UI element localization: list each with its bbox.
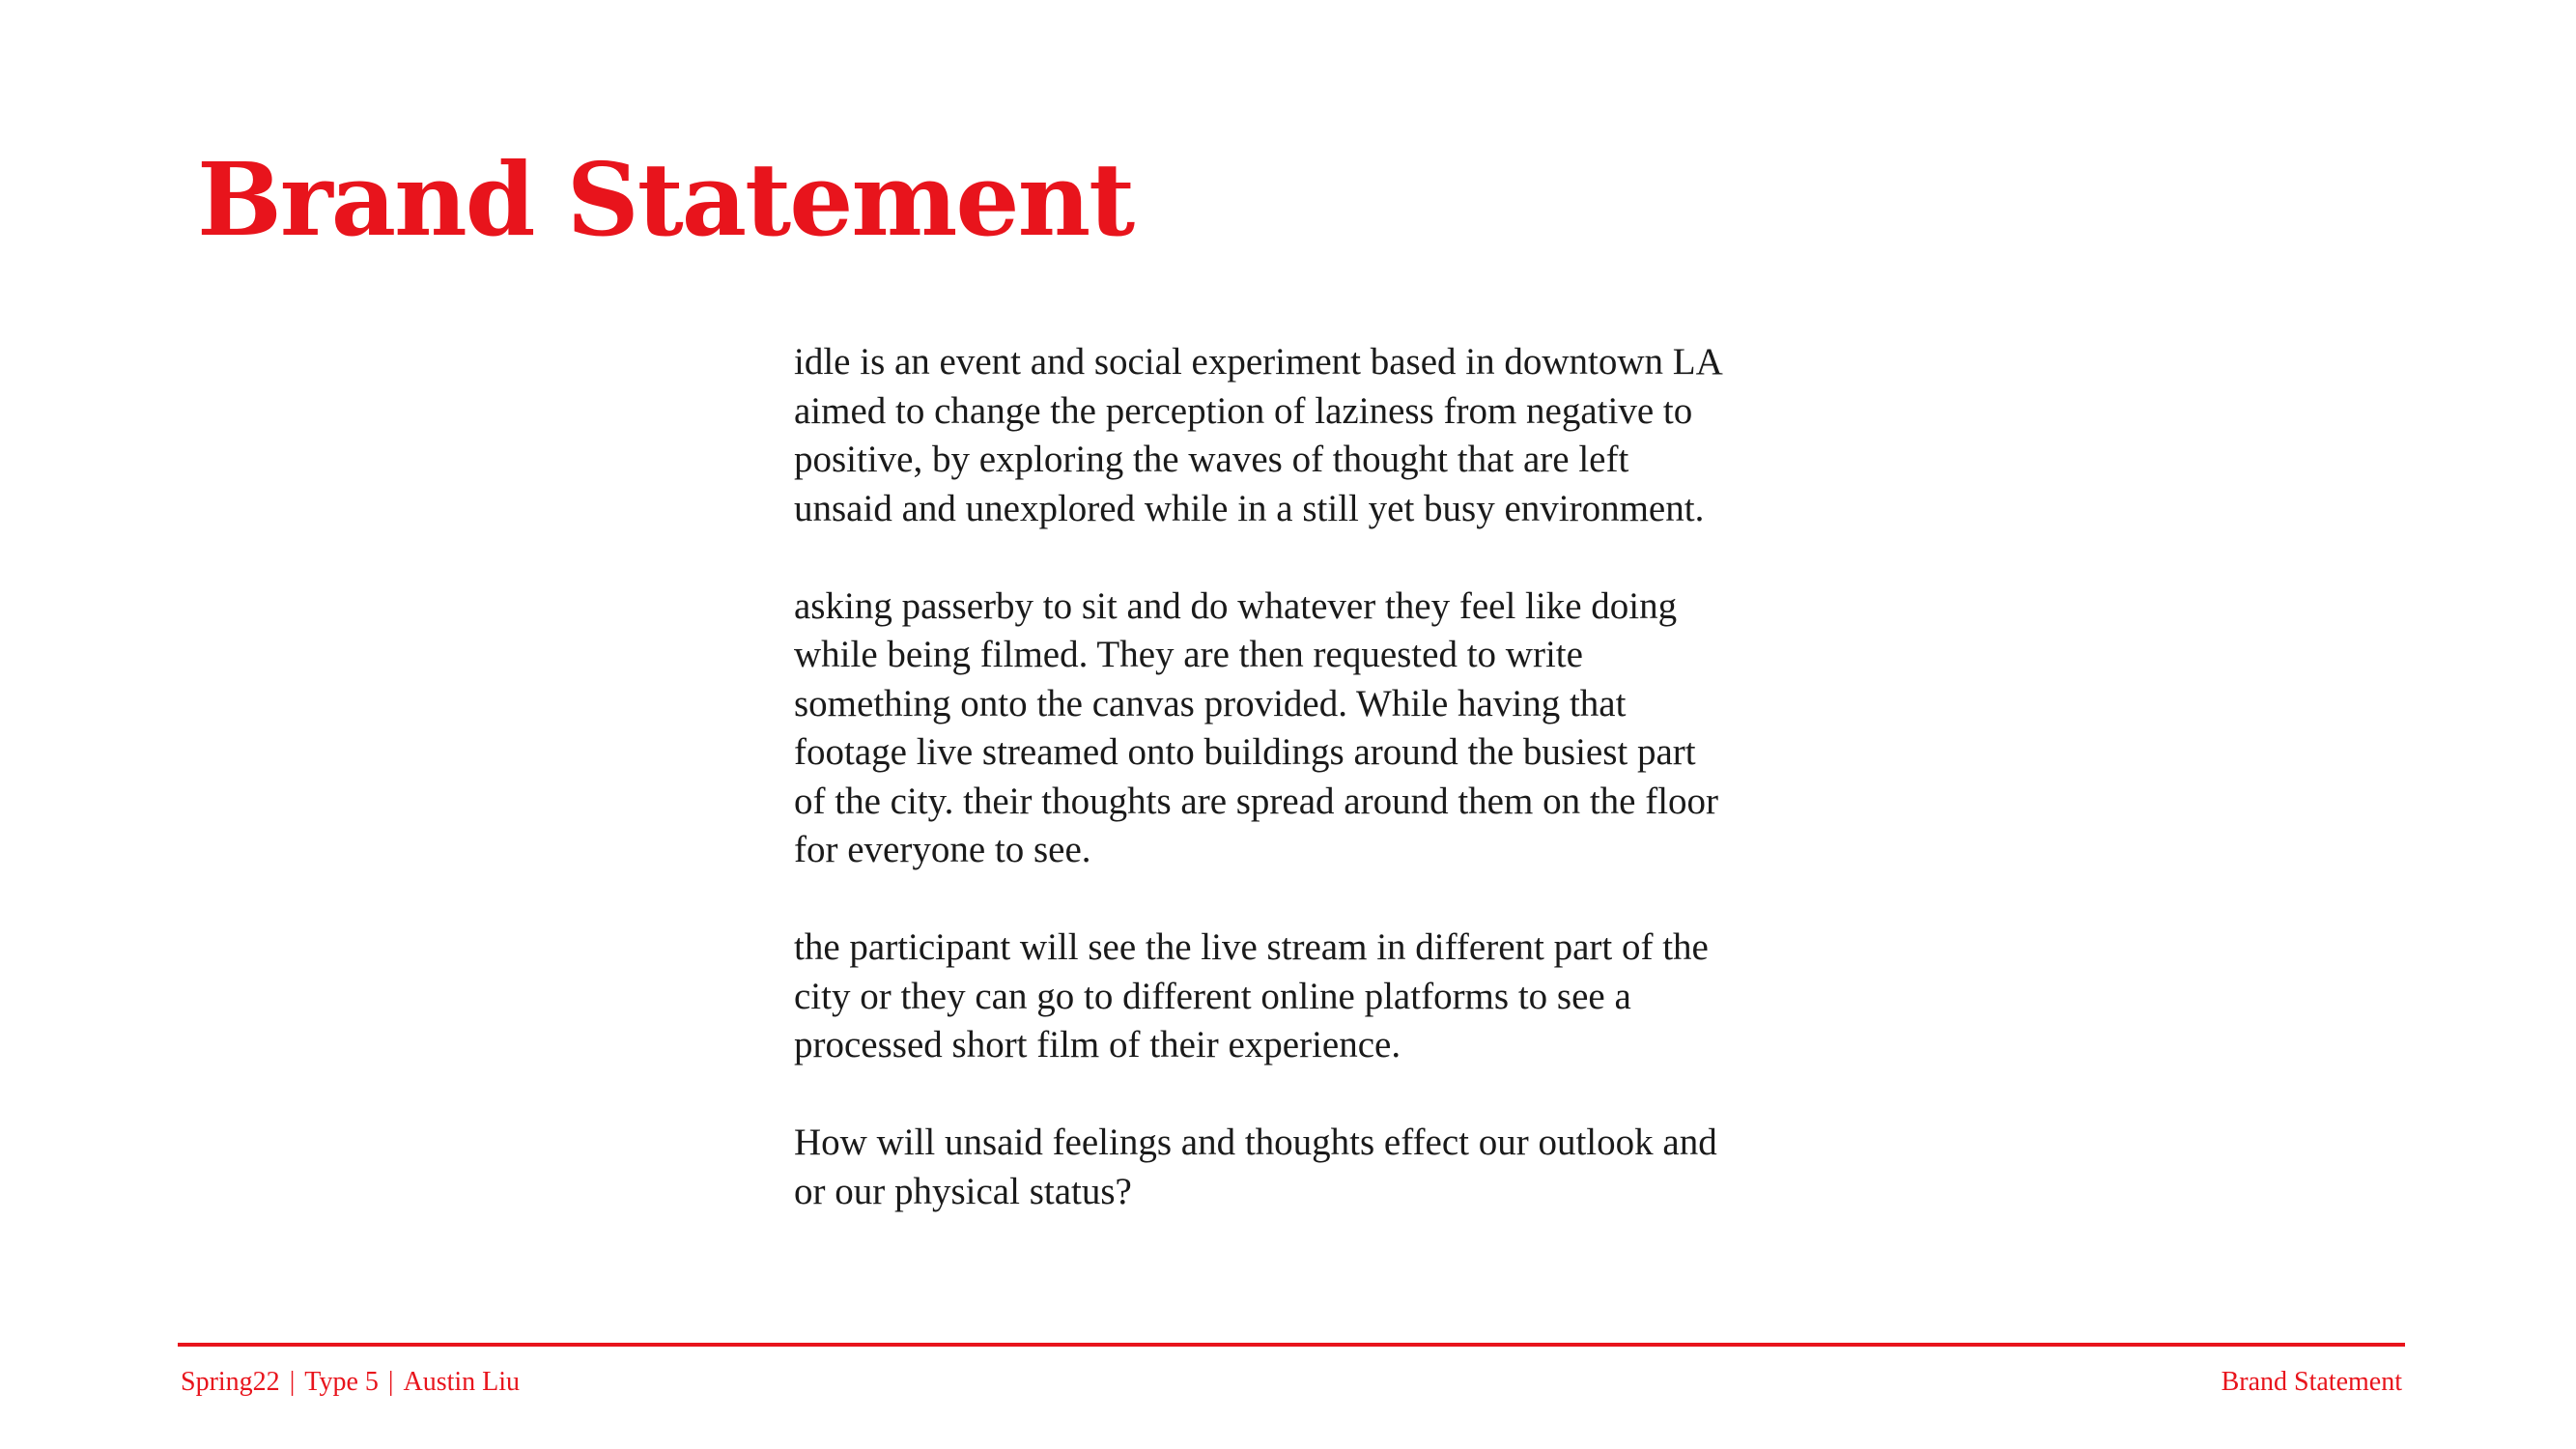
statement-paragraph-2: asking passerby to sit and do whatever they feel like doing while being filmed. They are then requested to write something onto the canvas provided. While having that footage live streamed onto buildings around the busiest part of the city. their thoughts are spread around them on the floor for everyone to see. — [794, 584, 1719, 870]
footer-course: Type 5 — [304, 1367, 379, 1397]
footer-separator: | — [289, 1367, 296, 1397]
footer-credits — [181, 1366, 520, 1399]
statement-paragraph-3: the participant will see the live stream in different part of the city or they can go to different online platforms to see a processed short film of their experience. — [794, 926, 1709, 1065]
statement-paragraph-4: How will unsaid feelings and thoughts effect our outlook and or our physical status? — [794, 1122, 1717, 1212]
statement-paragraph-1: idle is an event and social experiment based in downtown LA aimed to change the perception of laziness from negative to positive, by exploring the waves of thought that are left unsaid and unexplored while in a still yet busy environment. — [794, 341, 1721, 529]
footer-separator: | — [387, 1367, 394, 1397]
footer-term: Spring22 — [181, 1367, 280, 1397]
statement-body — [794, 338, 1721, 1216]
footer-author: Austin Liu — [403, 1367, 521, 1397]
page-title: Brand Statement — [197, 140, 1134, 259]
footer-divider — [178, 1343, 2405, 1347]
footer-section-label: Brand Statement — [2221, 1367, 2402, 1397]
